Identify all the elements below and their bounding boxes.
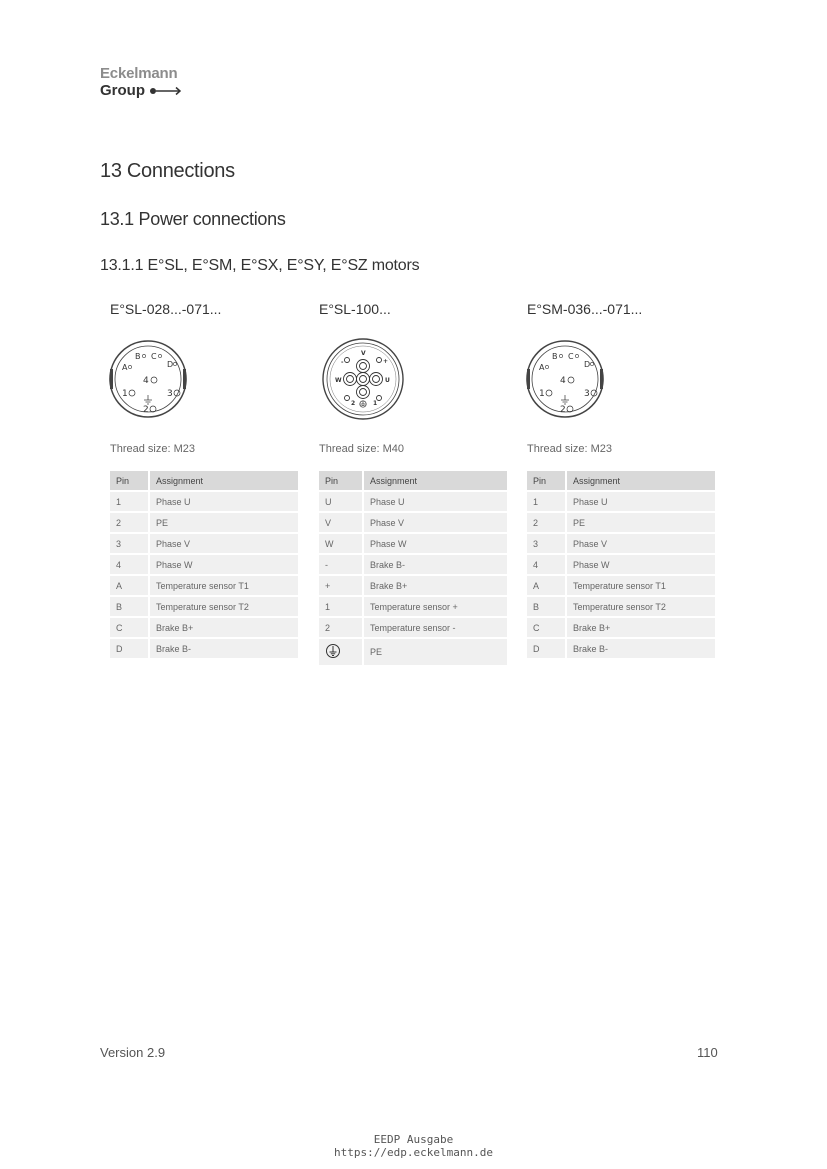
thread-size: Thread size: M23: [527, 443, 612, 455]
table-row: [110, 639, 298, 658]
ground-icon: [561, 395, 569, 404]
pin-cell: A: [110, 576, 150, 595]
protective-earth-icon: [360, 401, 366, 407]
pin-cell-pe: [319, 639, 364, 665]
table-row: [527, 555, 715, 574]
pin-label: C: [151, 352, 157, 361]
connector-pinout-m23-icon: [108, 329, 188, 429]
table-header-row: [110, 471, 298, 490]
pin-label: W: [335, 377, 342, 384]
pin-cell: -: [319, 555, 364, 574]
logo-arrow-icon: [149, 86, 183, 96]
pin-cell: 1: [319, 597, 364, 616]
assignment-cell: Temperature sensor T2: [150, 597, 298, 616]
edition-url: https://edp.eckelmann.de: [334, 1146, 493, 1159]
pin-cell: 2: [527, 513, 567, 532]
pin-cell: 4: [110, 555, 150, 574]
thread-size: Thread size: M23: [110, 443, 195, 455]
company-logo: [100, 65, 183, 99]
assignment-cell: Temperature sensor T1: [567, 576, 715, 595]
pin-cell: 1: [110, 492, 150, 511]
column-header-pin: Pin: [110, 471, 150, 490]
pin-cell: 3: [527, 534, 567, 553]
pin-cell: 2: [110, 513, 150, 532]
assignment-cell: Brake B+: [567, 618, 715, 637]
pin-assignment-table: [110, 469, 298, 660]
subsection-heading-power-connections: 13.1 Power connections: [100, 209, 286, 229]
column-header-pin: Pin: [319, 471, 364, 490]
logo-text-group: [100, 82, 183, 99]
pin-assignment-table: [527, 469, 715, 660]
assignment-cell: Phase U: [150, 492, 298, 511]
assignment-cell: Phase V: [150, 534, 298, 553]
section-heading-connections: 13 Connections: [100, 160, 235, 182]
pin-cell: V: [319, 513, 364, 532]
pin-label: 1: [122, 389, 128, 399]
table-row: [527, 618, 715, 637]
table-row: [527, 597, 715, 616]
pin-cell: 2: [319, 618, 364, 637]
table-row: [319, 492, 507, 511]
edition-label: EEDP Ausgabe: [373, 1133, 454, 1146]
pin-label: 1: [373, 400, 378, 407]
assignment-cell: Phase U: [364, 492, 507, 511]
pin-cell: D: [110, 639, 150, 658]
assignment-cell: Phase W: [364, 534, 507, 553]
assignment-cell: Phase W: [567, 555, 715, 574]
pin-label: A: [122, 363, 128, 372]
table-header-row: [319, 471, 507, 490]
assignment-cell: Temperature sensor +: [364, 597, 507, 616]
assignment-cell: Brake B+: [150, 618, 298, 637]
assignment-cell: Brake B+: [364, 576, 507, 595]
connector-pinout-m40-icon: [321, 329, 405, 429]
connector-column-esm-036: [517, 299, 666, 654]
table-row: [319, 555, 507, 574]
pin-assignment-table: [319, 469, 507, 667]
connector-column-esl-100: [309, 299, 458, 657]
pin-cell: B: [110, 597, 150, 616]
table-row: [527, 534, 715, 553]
assignment-cell: Temperature sensor T2: [567, 597, 715, 616]
connector-title: E°SM-036...-071...: [527, 301, 643, 317]
pin-label: -: [341, 359, 344, 366]
column-header-pin: Pin: [527, 471, 567, 490]
pin-cell: C: [527, 618, 567, 637]
connector-title: E°SL-028...-071...: [110, 301, 222, 317]
table-row: [319, 513, 507, 532]
pin-label: 2: [143, 405, 149, 415]
subsubsection-heading-motors: 13.1.1 E°SL, E°SM, E°SX, E°SY, E°SZ motors: [100, 257, 420, 274]
connector-column-esl-028: [100, 299, 249, 654]
assignment-cell: PE: [150, 513, 298, 532]
edition-note: [0, 1133, 827, 1159]
table-row: [110, 492, 298, 511]
assignment-cell: Temperature sensor -: [364, 618, 507, 637]
table-row: [319, 639, 507, 665]
table-row: [319, 618, 507, 637]
connector-title: E°SL-100...: [319, 301, 391, 317]
pin-cell: 1: [527, 492, 567, 511]
pin-label: C: [568, 352, 574, 361]
logo-text-eckelmann: Eckelmann: [100, 65, 178, 82]
column-header-assignment: Assignment: [364, 471, 507, 490]
table-row: [110, 534, 298, 553]
pin-label: 2: [560, 405, 566, 415]
pin-label: +: [383, 358, 389, 365]
table-row: [110, 618, 298, 637]
table-row: [110, 576, 298, 595]
pin-cell: B: [527, 597, 567, 616]
pin-label: 4: [560, 376, 566, 386]
pin-cell: U: [319, 492, 364, 511]
footer-version: Version 2.9: [100, 1045, 166, 1060]
pin-cell: D: [527, 639, 567, 658]
thread-size: Thread size: M40: [319, 443, 404, 455]
pin-label: V: [361, 350, 366, 357]
page-number: 110: [697, 1045, 718, 1060]
protective-earth-icon: [325, 643, 341, 659]
logo-group-label: Group: [100, 82, 145, 99]
pin-cell: A: [527, 576, 567, 595]
assignment-cell: Phase W: [150, 555, 298, 574]
pin-label: D: [167, 360, 174, 369]
table-row: [110, 597, 298, 616]
table-row: [527, 576, 715, 595]
assignment-cell: Phase U: [567, 492, 715, 511]
table-row: [527, 513, 715, 532]
assignment-cell: Phase V: [364, 513, 507, 532]
ground-icon: [144, 395, 152, 404]
pin-label: 2: [351, 400, 356, 407]
table-row: [319, 597, 507, 616]
assignment-cell: Brake B-: [150, 639, 298, 658]
pin-label: 1: [539, 389, 545, 399]
table-row: [527, 492, 715, 511]
pin-label: D: [584, 360, 591, 369]
column-header-assignment: Assignment: [567, 471, 715, 490]
assignment-cell: PE: [567, 513, 715, 532]
pin-label: B: [135, 352, 141, 361]
pin-label: 3: [584, 389, 590, 399]
assignment-cell: Phase V: [567, 534, 715, 553]
assignment-cell: PE: [364, 639, 507, 665]
pin-cell: W: [319, 534, 364, 553]
pin-label: 4: [143, 376, 149, 386]
table-header-row: [527, 471, 715, 490]
assignment-cell: Temperature sensor T1: [150, 576, 298, 595]
pin-label: A: [539, 363, 545, 372]
pin-cell: 3: [110, 534, 150, 553]
pin-label: B: [552, 352, 558, 361]
pin-cell: +: [319, 576, 364, 595]
pin-label: 3: [167, 389, 173, 399]
table-row: [527, 639, 715, 658]
connector-pinout-m23-icon: [525, 329, 605, 429]
pin-label: U: [385, 377, 390, 384]
table-row: [110, 513, 298, 532]
table-row: [319, 576, 507, 595]
column-header-assignment: Assignment: [150, 471, 298, 490]
pin-cell: C: [110, 618, 150, 637]
assignment-cell: Brake B-: [364, 555, 507, 574]
assignment-cell: Brake B-: [567, 639, 715, 658]
table-row: [319, 534, 507, 553]
table-row: [110, 555, 298, 574]
pin-cell: 4: [527, 555, 567, 574]
